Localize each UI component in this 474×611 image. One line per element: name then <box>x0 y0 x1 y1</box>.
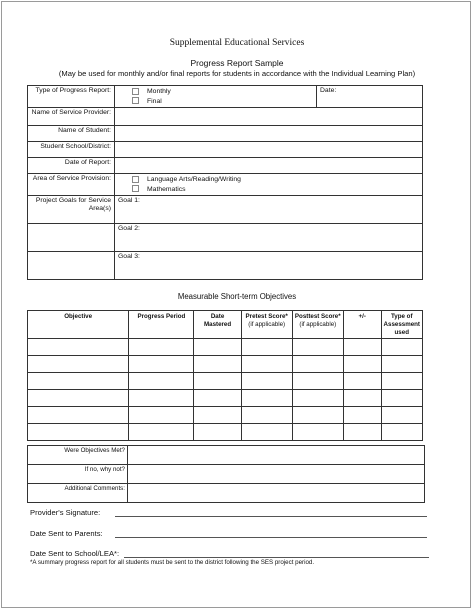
objective-row <box>28 390 423 407</box>
parents-date-label: Date Sent to Parents: <box>30 529 103 538</box>
objective-cell[interactable] <box>381 339 422 356</box>
objective-cell[interactable] <box>381 373 422 390</box>
objective-cell[interactable] <box>194 390 241 407</box>
objective-cell[interactable] <box>129 390 194 407</box>
objectives-body <box>28 339 423 441</box>
report-date-label: Date of Report: <box>28 158 115 174</box>
checkbox-icon[interactable] <box>132 176 139 183</box>
report-date-field[interactable] <box>115 158 423 174</box>
student-label: Name of Student: <box>28 126 115 142</box>
footnote: *A summary progress report for all students must be sent to the district following the SES project period. <box>30 559 315 566</box>
type-options-cell <box>115 86 317 108</box>
objective-cell[interactable] <box>241 390 292 407</box>
document-title: Progress Report Sample <box>190 58 284 68</box>
objective-cell[interactable] <box>241 373 292 390</box>
objective-cell[interactable] <box>292 339 343 356</box>
header-objective: Objective <box>28 311 129 339</box>
header-plus-minus: +/- <box>343 311 381 339</box>
goal-3-field[interactable]: Goal 3: <box>115 252 423 280</box>
header-pretest-score: Pretest Score* (if applicable) <box>241 311 292 339</box>
option-monthly[interactable]: Monthly <box>118 87 313 97</box>
objective-cell[interactable] <box>343 390 381 407</box>
objective-cell[interactable] <box>194 339 241 356</box>
type-label: Type of Progress Report: <box>28 86 115 108</box>
objective-cell[interactable] <box>292 424 343 441</box>
objective-cell[interactable] <box>292 407 343 424</box>
objective-cell[interactable] <box>129 356 194 373</box>
objective-cell[interactable] <box>241 424 292 441</box>
review-table <box>27 445 425 503</box>
student-field[interactable] <box>115 126 423 142</box>
objectives-title: Measurable Short-term Objectives <box>177 292 297 301</box>
school-date-line[interactable] <box>124 557 429 558</box>
objective-cell[interactable] <box>381 356 422 373</box>
header-date-mastered: Date Mastered <box>194 311 241 339</box>
school-label: Student School/District: <box>28 142 115 158</box>
objective-cell[interactable] <box>241 339 292 356</box>
goal-1-field[interactable]: Goal 1: <box>115 196 423 224</box>
objective-row <box>28 356 423 373</box>
provider-label: Name of Service Provider: <box>28 108 115 126</box>
objective-cell[interactable] <box>241 407 292 424</box>
objective-cell[interactable] <box>381 390 422 407</box>
objective-cell[interactable] <box>194 407 241 424</box>
checkbox-icon[interactable] <box>132 97 139 104</box>
objective-row <box>28 407 423 424</box>
objective-cell[interactable] <box>194 424 241 441</box>
checkbox-icon[interactable] <box>132 185 139 192</box>
area-label: Area of Service Provision: <box>28 174 115 196</box>
objective-cell[interactable] <box>292 373 343 390</box>
objectives-header-row <box>28 311 423 339</box>
date-label: Date: <box>320 87 337 94</box>
objective-cell[interactable] <box>194 356 241 373</box>
objective-cell[interactable] <box>343 373 381 390</box>
objective-cell[interactable] <box>129 407 194 424</box>
objectives-table <box>27 310 423 441</box>
goals-label: Project Goals for Service Area(s) <box>28 196 115 224</box>
objective-cell[interactable] <box>129 373 194 390</box>
goal-2-field[interactable]: Goal 2: <box>115 224 423 252</box>
header-posttest-score: Posttest Score* (if applicable) <box>292 311 343 339</box>
objective-cell[interactable] <box>28 424 129 441</box>
provider-field[interactable] <box>115 108 423 126</box>
area-options-cell <box>115 174 423 196</box>
objective-cell[interactable] <box>129 424 194 441</box>
objective-cell[interactable] <box>343 424 381 441</box>
option-mathematics[interactable]: Mathematics <box>118 185 419 195</box>
objective-cell[interactable] <box>343 339 381 356</box>
parents-date-line[interactable] <box>115 537 427 538</box>
objective-row <box>28 339 423 356</box>
comments-field[interactable] <box>128 484 425 503</box>
objective-cell[interactable] <box>28 390 129 407</box>
comments-label: Additional Comments: <box>28 484 128 503</box>
objective-row <box>28 373 423 390</box>
goals-label-spacer <box>28 252 115 280</box>
objective-cell[interactable] <box>28 373 129 390</box>
objective-cell[interactable] <box>292 390 343 407</box>
header-progress-period: Progress Period <box>129 311 194 339</box>
date-cell[interactable] <box>317 86 423 108</box>
header-assessment-type: Type of Assessment used <box>381 311 422 339</box>
document-subtitle: (May be used for monthly and/or final reports for students in accordance with the Individual Learning Plan) <box>58 69 416 78</box>
objective-cell[interactable] <box>343 407 381 424</box>
objective-cell[interactable] <box>129 339 194 356</box>
provider-signature-label: Provider's Signature: <box>30 508 101 517</box>
checkbox-icon[interactable] <box>132 88 139 95</box>
objective-row <box>28 424 423 441</box>
objective-cell[interactable] <box>343 356 381 373</box>
objective-cell[interactable] <box>292 356 343 373</box>
objective-cell[interactable] <box>28 407 129 424</box>
option-language-arts[interactable]: Language Arts/Reading/Writing <box>118 175 419 185</box>
objective-cell[interactable] <box>194 373 241 390</box>
why-not-field[interactable] <box>128 465 425 484</box>
objective-cell[interactable] <box>241 356 292 373</box>
goals-label-spacer <box>28 224 115 252</box>
objectives-met-label: Were Objectives Met? <box>28 446 128 465</box>
objective-cell[interactable] <box>381 407 422 424</box>
school-date-label: Date Sent to School/LEA*: <box>30 549 120 558</box>
objective-cell[interactable] <box>28 356 129 373</box>
organization-title: Supplemental Educational Services <box>169 38 305 48</box>
objective-cell[interactable] <box>381 424 422 441</box>
school-field[interactable] <box>115 142 423 158</box>
student-info-table <box>27 85 423 280</box>
option-final[interactable]: Final <box>118 97 313 107</box>
why-not-label: If no, why not? <box>28 465 128 484</box>
objective-cell[interactable] <box>28 339 129 356</box>
provider-signature-line[interactable] <box>115 516 427 517</box>
objectives-met-field[interactable] <box>128 446 425 465</box>
